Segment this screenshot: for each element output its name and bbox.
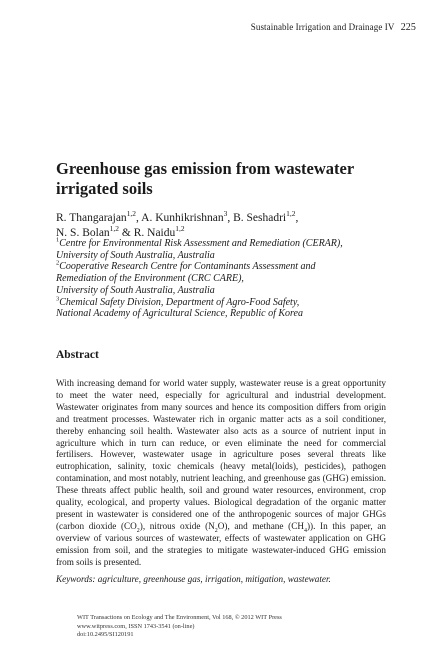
- affiliation-2: [56, 261, 396, 273]
- running-head: [251, 22, 416, 33]
- page-number: 225: [400, 22, 416, 33]
- subscript: 2: [214, 527, 218, 534]
- affiliation-2-cont: University of South Australia, Australia: [56, 284, 215, 296]
- footer-issn: www.witpress.com, ISSN 1743-3541 (on-line): [77, 622, 195, 630]
- abstract-text: [56, 378, 386, 569]
- author-affil-marker: 1,2: [109, 223, 120, 233]
- affiliation-number: 2: [56, 260, 60, 268]
- affiliation-number: 1: [56, 236, 60, 244]
- affiliation-text: Centre for Environmental Risk Assessment and Remediation (CERAR),: [59, 238, 343, 249]
- affiliation-list: [56, 238, 396, 320]
- author-name: A. Kunhikrishnan: [141, 212, 224, 224]
- author-list: [56, 211, 396, 240]
- author-affil-marker: 1,2: [126, 209, 137, 219]
- title-line-2: irrigated soils: [56, 179, 153, 198]
- affiliation-3-cont: National Academy of Agricultural Science, Republic of Korea: [56, 308, 303, 320]
- author-line-2: N. S. Bolan$^{1,2}$ & R. Naidu$^{1,2}$: [56, 223, 185, 239]
- footer-doi: doi:10.2495/SI120191: [77, 631, 134, 639]
- footer-journal: WIT Transactions on Ecology and The Environment, Vol 168, © 2012 WIT Press: [77, 614, 282, 621]
- abstract-segment: ), nitrous oxide (N: [139, 520, 215, 531]
- affiliation-1: [56, 238, 396, 250]
- author-name: R. Thangarajan: [56, 212, 127, 224]
- author-name: N. S. Bolan: [56, 226, 110, 239]
- author-affil-marker: 1,2: [286, 209, 296, 219]
- subscript: 4: [303, 527, 307, 534]
- affiliation-1-cont: University of South Australia, Australia: [56, 249, 215, 261]
- keywords: Keywords: agriculture, greenhouse gas, irrigation, mitigation, wastewater.: [56, 574, 331, 584]
- affiliation-2-cont: Remediation of the Environment (CRC CARE),: [56, 273, 244, 285]
- author-affil-marker: 1,2: [175, 223, 185, 233]
- title-line-1: Greenhouse gas emission from wastewater: [56, 159, 355, 178]
- journal-name: Sustainable Irrigation and Drainage IV: [250, 22, 395, 32]
- affiliation-text: Cooperative Research Centre for Contaminants Assessment and: [59, 261, 316, 273]
- affiliation-3: [56, 297, 396, 309]
- subscript: 2: [136, 527, 140, 534]
- publication-footer: [77, 614, 282, 640]
- affiliation-text: Chemical Safety Division, Department of Agro-Food Safety,: [59, 296, 300, 308]
- paper-title: [56, 159, 386, 199]
- affiliation-number: 3: [56, 295, 60, 303]
- abstract-segment: With increasing demand for world water supply, wastewater reuse is a great opportunity to meet the water need, especially for agricultural and industrial development. Wastewater originates from many sources and hence its composition differs from origin and treatment processes. Wastewater rich in organic matter acts as a soil conditioner, thereby enhancing soil health. Wastewater also acts as a source of nutrient input in agriculture which in turn can reduce, or even eliminate the need for commercial fertilisers. However, wastewater usage in agriculture poses several threats like eutrophication, salinity, toxic chemicals (heavy metal(loids), pesticides), pathogen contamination, and most notably, nutrient leaching, and greenhouse gas (GHG) emission. These threats affect public health, soil and ground water resources, environment, crop quality, ecological, and property values. Biological degradation of the organic matter present in wastewater is considered one of the anthropogenic sources of major GHGs (carbon dioxide (CO: [56, 378, 386, 531]
- author-affil-marker: 3: [223, 209, 228, 219]
- abstract-heading: Abstract: [56, 349, 99, 361]
- author-name: B. Seshadri: [233, 212, 287, 224]
- abstract-segment: O), and methane (CH: [217, 520, 304, 531]
- author-name: R. Naidu: [133, 226, 176, 239]
- author-line-1: R. Thangarajan$^{1,2}$, A. Kunhikrishnan$^3$, B. Seshadri$^{1,2}$,: [56, 209, 299, 224]
- abstract-segment: )). In this paper, an overview of various sources of wastewater, effects of wastewater application on GHG emission from soil, and the strategies to mitigate wastewater-induced GHG emission from soils is presented.: [56, 520, 386, 567]
